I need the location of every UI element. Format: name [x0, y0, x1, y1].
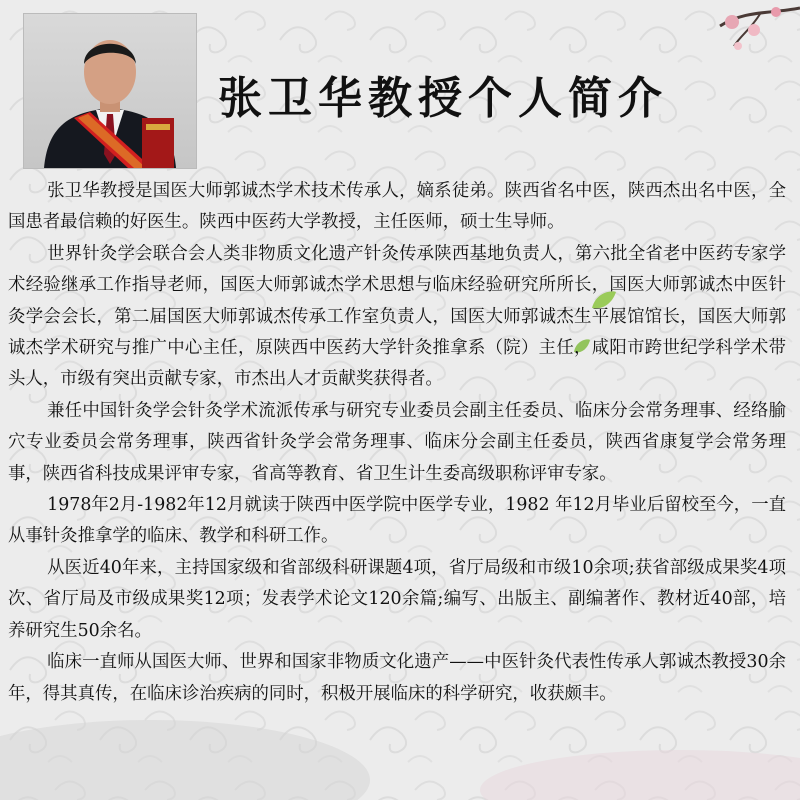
plum-blossom-decoration: [650, 0, 800, 70]
portrait-image: [24, 14, 196, 168]
bio-paragraph: 张卫华教授是国医大师郭诚杰学术技术传承人，嫡系徒弟。陕西省名中医，陕西杰出名中医，全国患者最信赖的好医生。陕西中医药大学教授，主任医师，硕士生导师。: [8, 181, 786, 233]
page-title: 张卫华教授个人简介: [218, 73, 668, 124]
bio-paragraph: 世界针灸学会联合会人类非物质文化遗产针灸传承陕西基地负责人，第六批全省老中医药专家学术经验继承工作指导老师，国医大师郭诚杰学术思想与临床经验研究所所长，国医大师郭诚杰中医针灸学会会长，第二届国医大师郭诚杰传承工作室负责人，国医大师郭诚杰生平展馆馆长，国医大师郭诚杰学术研究与推广中心主任，原陕西中医药大学针灸推拿系（院）主任，咸阳市跨世纪学科学术带头人，市级有突出贡献专家，市杰出人才贡献奖获得者。: [8, 243, 786, 390]
portrait-photo: [24, 14, 196, 168]
bio-paragraph: 1978年2月-1982年12月就读于陕西中医学院中医学专业，1982 年12月毕业后留校至今，一直从事针灸推拿学的临床、教学和科研工作。: [8, 495, 786, 547]
biography-text: [8, 176, 786, 710]
bio-paragraph: 从医近40年来，主持国家级和省部级科研课题4项，省厅局级和市级10余项;获省部级成果奖4项次、省厅局及市级成果奖12项；发表学术论文120余篇;编写、出版主、副编著作、教材近40部，培养研究生50余名。: [8, 557, 786, 641]
bio-paragraph: 临床一直师从国医大师、世界和国家非物质文化遗产——中医针灸代表性传承人郭诚杰教授30余年，得其真传，在临床诊治疾病的同时，积极开展临床的科学研究，收获颇丰。: [8, 652, 786, 704]
bio-paragraph: 兼任中国针灸学会针灸学术流派传承与研究专业委员会副主任委员、临床分会常务理事、经络腧穴专业委员会常务理事，陕西省针灸学会常务理事、临床分会副主任委员，陕西省康复学会常务理事，陕西省科技成果评审专家，省高等教育、省卫生计生委高级职称评审专家。: [8, 400, 786, 484]
